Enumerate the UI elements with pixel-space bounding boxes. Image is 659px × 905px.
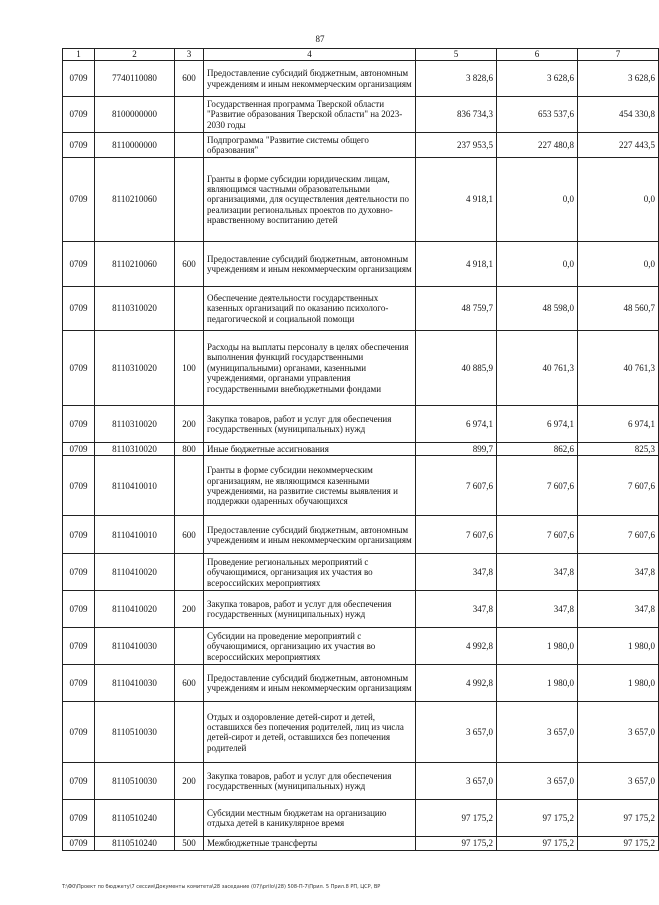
amount-year3-cell: 48 560,7 <box>578 287 659 331</box>
amount-year3-cell: 825,3 <box>578 443 659 456</box>
table-row <box>63 456 659 516</box>
page-number: 87 <box>315 34 325 44</box>
target-article-cell: 8110310020 <box>95 443 175 456</box>
column-header: 5 <box>416 49 497 61</box>
section-code-cell: 0709 <box>63 331 95 406</box>
description-cell: Государственная программа Тверской области "Развитие образования Тверской области" на 2023-2030 годы <box>204 97 416 133</box>
budget-table <box>62 48 659 851</box>
description-cell: Проведение региональных мероприятий с обучающимися, организация их участия во всероссийских мероприятиях <box>204 554 416 591</box>
amount-year2-cell: 48 598,0 <box>497 287 578 331</box>
target-article-cell: 8110410010 <box>95 456 175 516</box>
amount-year2-cell: 1 980,0 <box>497 665 578 702</box>
table-row <box>63 763 659 800</box>
section-code-cell: 0709 <box>63 456 95 516</box>
target-article-cell: 8100000000 <box>95 97 175 133</box>
target-article-cell: 8110310020 <box>95 331 175 406</box>
table-row <box>63 287 659 331</box>
column-header: 2 <box>95 49 175 61</box>
target-article-cell: 8110510030 <box>95 702 175 763</box>
column-header: 7 <box>578 49 659 61</box>
expense-type-cell <box>175 800 204 837</box>
expense-type-cell: 600 <box>175 516 204 554</box>
amount-year2-cell: 3 628,6 <box>497 61 578 97</box>
amount-year1-cell: 7 607,6 <box>416 516 497 554</box>
section-code-cell: 0709 <box>63 97 95 133</box>
table-row <box>63 158 659 242</box>
amount-year2-cell: 0,0 <box>497 242 578 287</box>
table-row <box>63 800 659 837</box>
amount-year3-cell: 40 761,3 <box>578 331 659 406</box>
description-cell: Гранты в форме субсидии некоммерческим организациям, не являющимся казенными учреждениями, на развитие системы выявления и поддержки одаренных обучающихся <box>204 456 416 516</box>
amount-year3-cell: 7 607,6 <box>578 516 659 554</box>
amount-year3-cell: 1 980,0 <box>578 628 659 665</box>
expense-type-cell <box>175 554 204 591</box>
target-article-cell: 8110210060 <box>95 242 175 287</box>
section-code-cell: 0709 <box>63 837 95 850</box>
amount-year2-cell: 40 761,3 <box>497 331 578 406</box>
description-cell: Субсидии на проведение мероприятий с обучающимися, организацию их участия во всероссийских мероприятиях <box>204 628 416 665</box>
amount-year1-cell: 237 953,5 <box>416 133 497 158</box>
table-row <box>63 443 659 456</box>
amount-year3-cell: 6 974,1 <box>578 406 659 443</box>
description-cell: Закупка товаров, работ и услуг для обеспечения государственных (муниципальных) нужд <box>204 591 416 628</box>
section-code-cell: 0709 <box>63 800 95 837</box>
expense-type-cell: 200 <box>175 591 204 628</box>
target-article-cell: 8110410030 <box>95 665 175 702</box>
expense-type-cell: 800 <box>175 443 204 456</box>
target-article-cell: 8110510030 <box>95 763 175 800</box>
description-cell: Субсидии местным бюджетам на организацию отдыха детей в каникулярное время <box>204 800 416 837</box>
section-code-cell: 0709 <box>63 133 95 158</box>
description-cell: Подпрограмма "Развитие системы общего образования" <box>204 133 416 158</box>
amount-year1-cell: 4 918,1 <box>416 242 497 287</box>
expense-type-cell <box>175 133 204 158</box>
expense-type-cell: 600 <box>175 242 204 287</box>
column-header: 1 <box>63 49 95 61</box>
amount-year3-cell: 7 607,6 <box>578 456 659 516</box>
table-row <box>63 406 659 443</box>
expense-type-cell: 600 <box>175 665 204 702</box>
amount-year2-cell: 6 974,1 <box>497 406 578 443</box>
description-cell: Отдых и оздоровление детей-сирот и детей, оставшихся без попечения родителей, лиц из числа детей-сирот и детей, оставшихся без попечения родителей <box>204 702 416 763</box>
table-row <box>63 133 659 158</box>
column-header: 4 <box>204 49 416 61</box>
expense-type-cell <box>175 158 204 242</box>
section-code-cell: 0709 <box>63 763 95 800</box>
target-article-cell: 8110310020 <box>95 406 175 443</box>
amount-year2-cell: 862,6 <box>497 443 578 456</box>
description-cell: Предоставление субсидий бюджетным, автономным учреждениям и иным некоммерческим организациям <box>204 665 416 702</box>
target-article-cell: 8110510240 <box>95 800 175 837</box>
section-code-cell: 0709 <box>63 406 95 443</box>
amount-year2-cell: 0,0 <box>497 158 578 242</box>
amount-year1-cell: 3 657,0 <box>416 702 497 763</box>
amount-year1-cell: 97 175,2 <box>416 800 497 837</box>
amount-year2-cell: 653 537,6 <box>497 97 578 133</box>
expense-type-cell: 200 <box>175 763 204 800</box>
amount-year2-cell: 97 175,2 <box>497 800 578 837</box>
description-cell: Закупка товаров, работ и услуг для обеспечения государственных (муниципальных) нужд <box>204 763 416 800</box>
table-row <box>63 665 659 702</box>
table-row <box>63 242 659 287</box>
section-code-cell: 0709 <box>63 665 95 702</box>
amount-year3-cell: 1 980,0 <box>578 665 659 702</box>
amount-year1-cell: 7 607,6 <box>416 456 497 516</box>
amount-year3-cell: 347,8 <box>578 554 659 591</box>
column-header: 6 <box>497 49 578 61</box>
target-article-cell: 7740110080 <box>95 61 175 97</box>
amount-year1-cell: 4 992,8 <box>416 665 497 702</box>
expense-type-cell <box>175 702 204 763</box>
amount-year3-cell: 227 443,5 <box>578 133 659 158</box>
amount-year3-cell: 97 175,2 <box>578 837 659 850</box>
table-row <box>63 628 659 665</box>
table-row <box>63 591 659 628</box>
amount-year2-cell: 7 607,6 <box>497 516 578 554</box>
description-cell: Межбюджетные трансферты <box>204 837 416 850</box>
amount-year2-cell: 3 657,0 <box>497 763 578 800</box>
amount-year3-cell: 454 330,8 <box>578 97 659 133</box>
amount-year1-cell: 97 175,2 <box>416 837 497 850</box>
amount-year3-cell: 0,0 <box>578 242 659 287</box>
amount-year2-cell: 1 980,0 <box>497 628 578 665</box>
amount-year1-cell: 347,8 <box>416 591 497 628</box>
amount-year1-cell: 48 759,7 <box>416 287 497 331</box>
expense-type-cell <box>175 97 204 133</box>
target-article-cell: 8110210060 <box>95 158 175 242</box>
target-article-cell: 8110410030 <box>95 628 175 665</box>
target-article-cell: 8110410010 <box>95 516 175 554</box>
expense-type-cell: 200 <box>175 406 204 443</box>
table-row <box>63 837 659 850</box>
file-path-footer: T:\Ф0\Проект по бюджету\7 сессия\Документы комитета\28 заседание (07)\prilo\(28) 508-П-7\Прил. 5 Прил.8 РП, ЦСР, ВР <box>62 884 381 890</box>
amount-year1-cell: 899,7 <box>416 443 497 456</box>
description-cell: Иные бюджетные ассигнования <box>204 443 416 456</box>
amount-year1-cell: 3 828,6 <box>416 61 497 97</box>
table-row <box>63 97 659 133</box>
amount-year3-cell: 3 657,0 <box>578 702 659 763</box>
amount-year3-cell: 97 175,2 <box>578 800 659 837</box>
amount-year2-cell: 347,8 <box>497 554 578 591</box>
amount-year2-cell: 7 607,6 <box>497 456 578 516</box>
amount-year2-cell: 3 657,0 <box>497 702 578 763</box>
column-header: 3 <box>175 49 204 61</box>
amount-year2-cell: 347,8 <box>497 591 578 628</box>
section-code-cell: 0709 <box>63 702 95 763</box>
section-code-cell: 0709 <box>63 516 95 554</box>
section-code-cell: 0709 <box>63 591 95 628</box>
description-cell: Предоставление субсидий бюджетным, автономным учреждениям и иным некоммерческим организациям <box>204 242 416 287</box>
target-article-cell: 8110000000 <box>95 133 175 158</box>
expense-type-cell: 100 <box>175 331 204 406</box>
amount-year1-cell: 347,8 <box>416 554 497 591</box>
section-code-cell: 0709 <box>63 554 95 591</box>
amount-year1-cell: 836 734,3 <box>416 97 497 133</box>
amount-year2-cell: 97 175,2 <box>497 837 578 850</box>
amount-year3-cell: 3 657,0 <box>578 763 659 800</box>
section-code-cell: 0709 <box>63 61 95 97</box>
amount-year3-cell: 347,8 <box>578 591 659 628</box>
amount-year1-cell: 3 657,0 <box>416 763 497 800</box>
amount-year1-cell: 6 974,1 <box>416 406 497 443</box>
target-article-cell: 8110310020 <box>95 287 175 331</box>
section-code-cell: 0709 <box>63 242 95 287</box>
header-row <box>63 49 659 61</box>
amount-year3-cell: 3 628,6 <box>578 61 659 97</box>
section-code-cell: 0709 <box>63 287 95 331</box>
target-article-cell: 8110410020 <box>95 554 175 591</box>
amount-year3-cell: 0,0 <box>578 158 659 242</box>
target-article-cell: 8110410020 <box>95 591 175 628</box>
description-cell: Предоставление субсидий бюджетным, автономным учреждениям и иным некоммерческим организациям <box>204 516 416 554</box>
amount-year1-cell: 4 918,1 <box>416 158 497 242</box>
amount-year1-cell: 40 885,9 <box>416 331 497 406</box>
section-code-cell: 0709 <box>63 628 95 665</box>
target-article-cell: 8110510240 <box>95 837 175 850</box>
description-cell: Расходы на выплаты персоналу в целях обеспечения выполнения функций государственными (муниципальными) органами, казенными учреждениями, органами управления государственными внебюджетными фондами <box>204 331 416 406</box>
section-code-cell: 0709 <box>63 158 95 242</box>
section-code-cell: 0709 <box>63 443 95 456</box>
amount-year1-cell: 4 992,8 <box>416 628 497 665</box>
expense-type-cell: 600 <box>175 61 204 97</box>
description-cell: Закупка товаров, работ и услуг для обеспечения государственных (муниципальных) нужд <box>204 406 416 443</box>
expense-type-cell <box>175 456 204 516</box>
table-row <box>63 331 659 406</box>
amount-year2-cell: 227 480,8 <box>497 133 578 158</box>
description-cell: Предоставление субсидий бюджетным, автономным учреждениям и иным некоммерческим организациям <box>204 61 416 97</box>
table-row <box>63 702 659 763</box>
description-cell: Гранты в форме субсидии юридическим лицам, являющимся частными образовательными организациями, для осуществления деятельности по реализации региональных проектов по духовно-нравственному воспитанию детей <box>204 158 416 242</box>
table-row <box>63 516 659 554</box>
table-row <box>63 554 659 591</box>
expense-type-cell: 500 <box>175 837 204 850</box>
expense-type-cell <box>175 628 204 665</box>
table-row <box>63 61 659 97</box>
description-cell: Обеспечение деятельности государственных казенных организаций по оказанию психолого-педагогической и социальной помощи <box>204 287 416 331</box>
expense-type-cell <box>175 287 204 331</box>
